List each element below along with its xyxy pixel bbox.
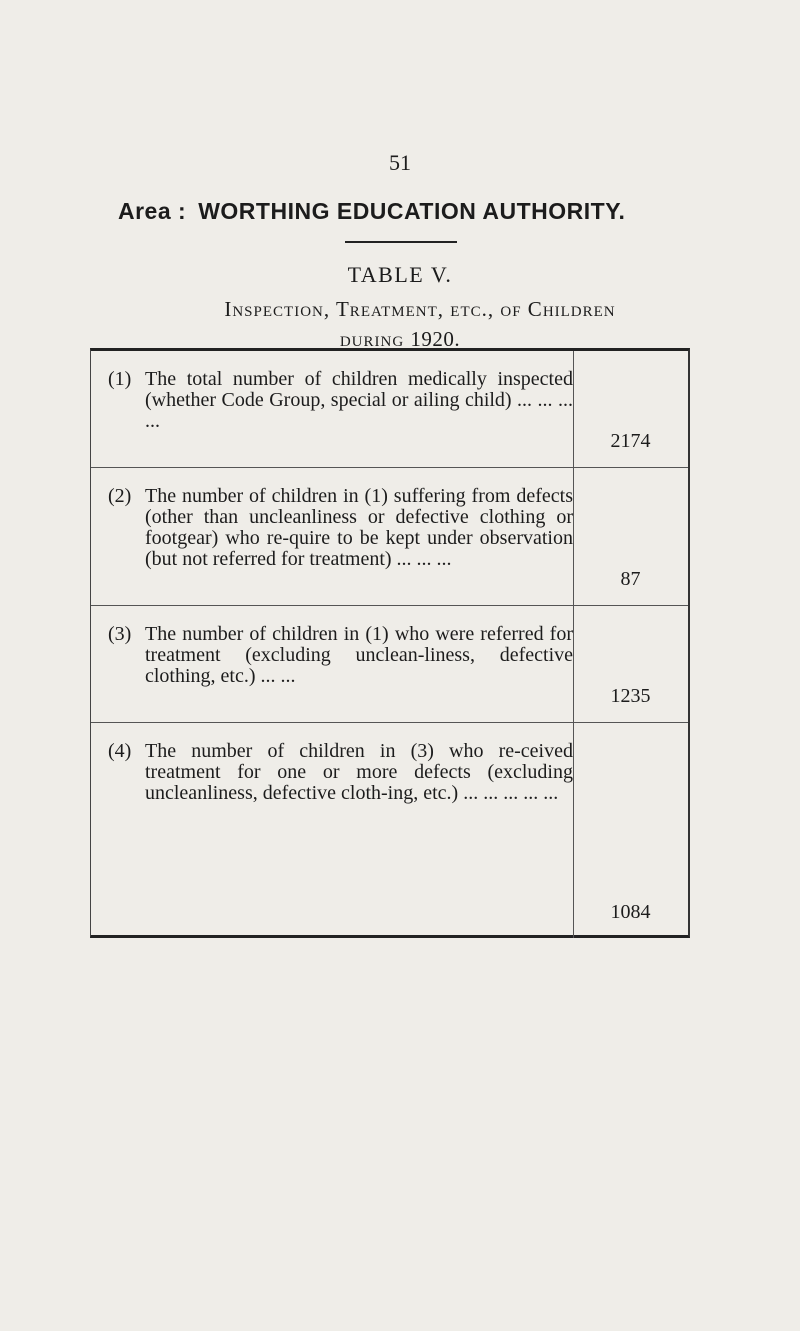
row-text: The number of children in (1) who were referred for treatment (excluding unclean-liness, defective clothing, etc.) ... ... xyxy=(145,623,573,687)
row-description xyxy=(91,468,573,570)
row-value: 1084 xyxy=(610,901,651,923)
row-number: (2) xyxy=(108,485,132,507)
table-subtitle xyxy=(0,294,800,354)
row-number: (3) xyxy=(108,623,132,645)
row-value: 87 xyxy=(620,568,641,590)
area-heading xyxy=(118,198,625,225)
table-row xyxy=(91,605,688,722)
area-name: WORTHING EDUCATION AUTHORITY. xyxy=(198,198,626,224)
table-row xyxy=(91,351,688,467)
row-description xyxy=(91,606,573,687)
row-description xyxy=(91,723,573,804)
row-text: The total number of children medically inspected (whether Code Group, special or ailing child) ... ... ... ... xyxy=(145,368,573,432)
area-label: Area : xyxy=(118,198,187,224)
subtitle-year: 1920. xyxy=(410,327,461,351)
row-description xyxy=(91,351,573,432)
row-text: The number of children in (3) who re-ceived treatment for one or more defects (excluding uncleanliness, defective cloth-ing, etc.) ... ... ... ... ... xyxy=(145,740,573,804)
row-value: 1235 xyxy=(610,685,651,707)
statistics-table xyxy=(90,348,690,938)
table-row xyxy=(91,722,688,938)
table-row xyxy=(91,467,688,605)
row-text: The number of children in (1) suffering from defects (other than uncleanliness or defective clothing or footgear) who re-quire to be kept under observation (but not referred for treatment) ... ... ... xyxy=(145,485,573,570)
row-value: 2174 xyxy=(610,430,651,452)
page-number: 51 xyxy=(389,150,411,175)
subtitle-line-1: Inspection, Treatment, etc., of Children xyxy=(224,297,616,321)
divider-rule xyxy=(345,241,457,243)
row-number: (1) xyxy=(108,368,132,390)
row-number: (4) xyxy=(108,740,132,762)
subtitle-during: during xyxy=(339,327,405,351)
table-heading: TABLE V. xyxy=(347,262,453,287)
